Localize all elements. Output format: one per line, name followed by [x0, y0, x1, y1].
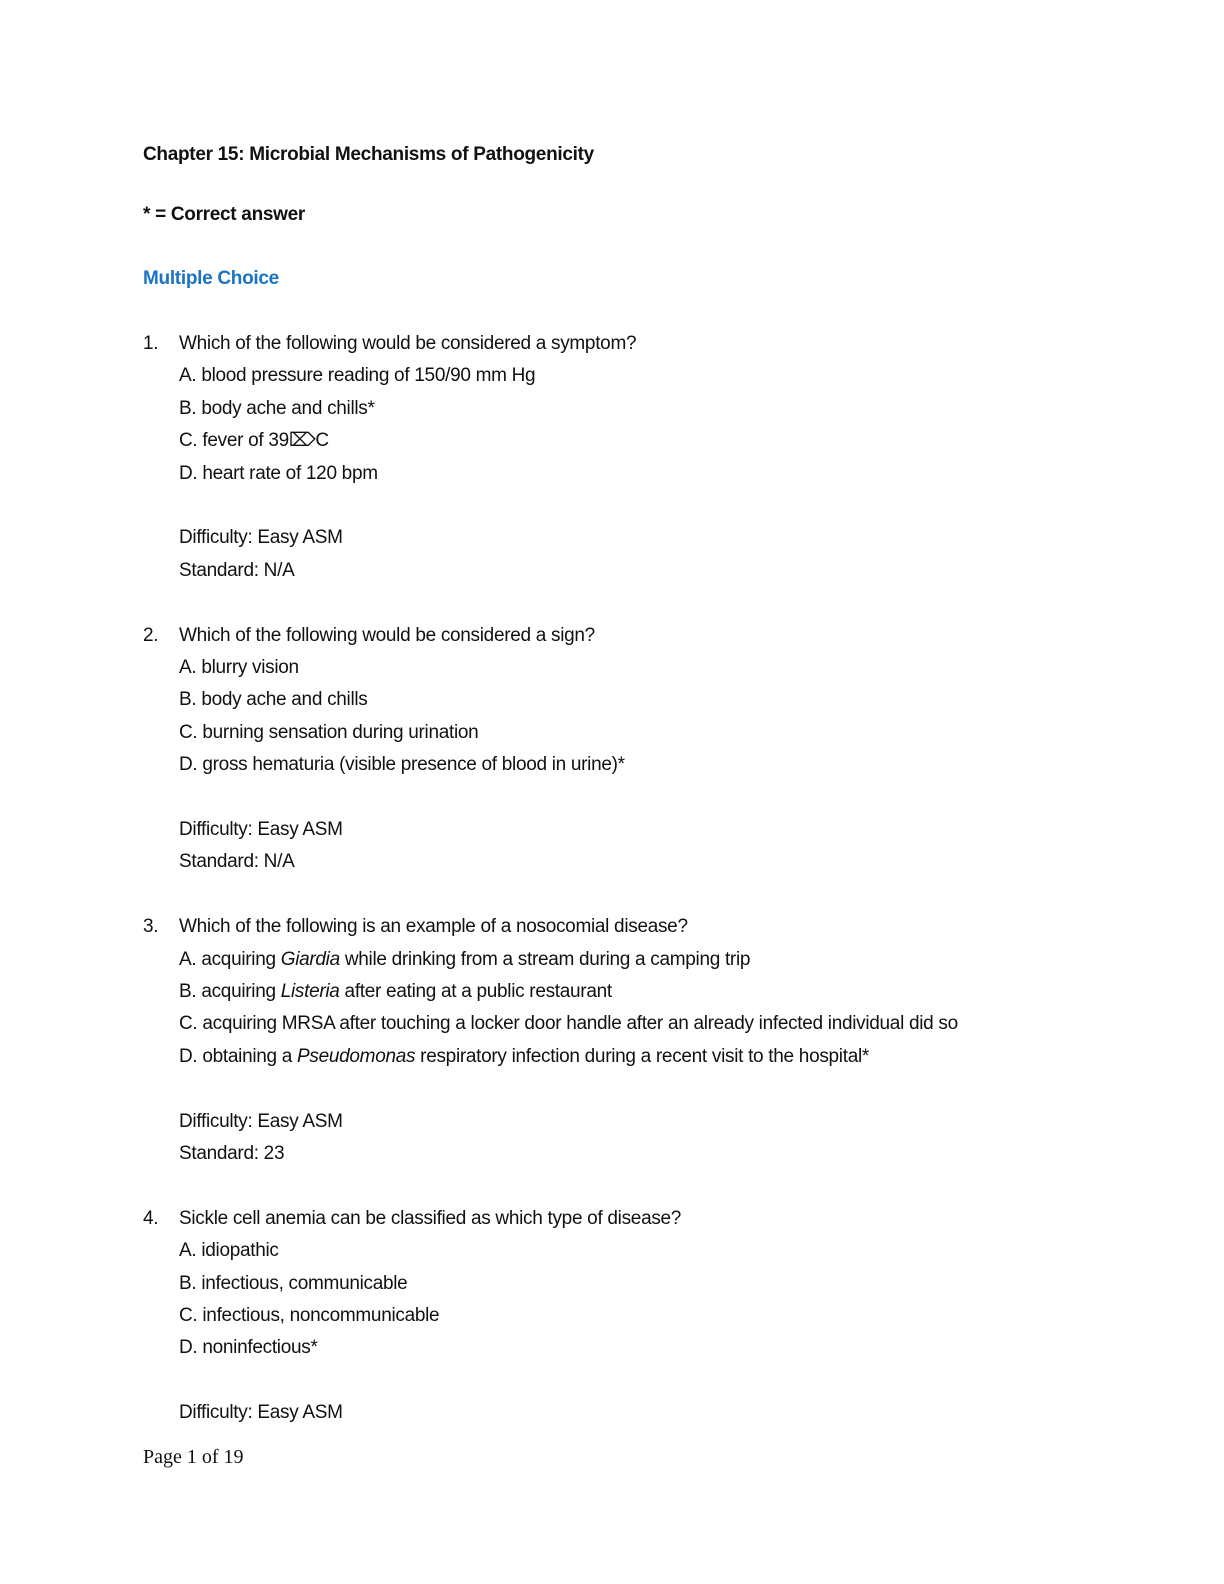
question-stem — [143, 915, 1143, 947]
answer-option — [143, 397, 1143, 429]
question-block — [143, 332, 1143, 591]
answer-option — [143, 753, 1143, 785]
option-text: respiratory infection during a recent visit to the hospital* — [415, 1045, 869, 1067]
answer-option — [143, 948, 1143, 980]
question-number: 1. — [143, 333, 159, 354]
question-block — [143, 915, 1143, 1174]
answer-option — [143, 688, 1143, 720]
question-stem — [143, 624, 1143, 656]
question-stem — [143, 1207, 1143, 1239]
page-number: Page 1 of 19 — [143, 1446, 244, 1468]
answer-option — [143, 462, 1143, 494]
question-text: Which of the following is an example of a nosocomial disease? — [179, 916, 688, 938]
answer-option — [143, 1045, 1143, 1077]
difficulty-label: Difficulty: Easy ASM — [179, 1110, 343, 1132]
section-heading: Multiple Choice — [143, 268, 279, 289]
option-text: A. blood pressure reading of 150/90 mm Hg — [179, 365, 536, 387]
answer-option — [143, 656, 1143, 688]
difficulty-label: Difficulty: Easy ASM — [179, 1402, 343, 1424]
standard-label: Standard: N/A — [179, 559, 295, 581]
option-text: C. acquiring MRSA after touching a locker door handle after an already infected individual did so — [179, 1013, 958, 1035]
difficulty-label: Difficulty: Easy ASM — [179, 818, 343, 840]
question-text: Which of the following would be considered a sign? — [179, 624, 595, 646]
option-organism-name: Pseudomonas — [297, 1045, 416, 1067]
answer-option — [143, 1272, 1143, 1304]
difficulty-label: Difficulty: Easy ASM — [179, 527, 343, 549]
answer-option — [143, 1239, 1143, 1271]
question-number: 4. — [143, 1207, 159, 1229]
option-text: C. infectious, noncommunicable — [179, 1305, 440, 1327]
answer-legend: * = Correct answer — [143, 204, 305, 225]
standard-label: Standard: 23 — [179, 1142, 285, 1164]
answer-option — [143, 364, 1143, 396]
option-text: B. body ache and chills* — [179, 397, 375, 419]
answer-option — [143, 721, 1143, 753]
option-text: D. gross hematuria (visible presence of blood in urine)* — [179, 754, 625, 776]
answer-option — [143, 1336, 1143, 1368]
answer-option — [143, 429, 1143, 461]
option-text: A. idiopathic — [179, 1240, 279, 1262]
question-number: 3. — [143, 916, 159, 938]
answer-option — [143, 1304, 1143, 1336]
answer-option — [143, 1012, 1143, 1044]
question-list — [143, 332, 1143, 1466]
option-text: D. noninfectious* — [179, 1337, 318, 1359]
option-text: C. burning sensation during urination — [179, 721, 479, 743]
option-text: D. obtaining a — [179, 1045, 298, 1067]
option-text: after eating at a public restaurant — [339, 981, 612, 1003]
answer-option — [143, 980, 1143, 1012]
question-block — [143, 1207, 1143, 1434]
option-organism-name: Giardia — [280, 948, 340, 970]
question-text: Which of the following would be considered a symptom? — [179, 333, 637, 354]
standard-label: Standard: N/A — [179, 851, 295, 873]
question-block — [143, 624, 1143, 883]
question-text: Sickle cell anemia can be classified as which type of disease? — [179, 1207, 682, 1229]
option-text: while drinking from a stream during a camping trip — [339, 948, 751, 970]
option-organism-name: Listeria — [280, 981, 340, 1003]
option-text: A. acquiring — [179, 948, 281, 970]
question-number: 2. — [143, 624, 159, 646]
option-text: D. heart rate of 120 bpm — [179, 462, 378, 484]
option-text: B. body ache and chills — [179, 689, 368, 711]
chapter-title: Chapter 15: Microbial Mechanisms of Pathogenicity — [143, 144, 594, 165]
option-text: C. fever of 39⌦C — [179, 430, 329, 452]
question-stem — [143, 332, 1143, 364]
option-text: B. infectious, communicable — [179, 1272, 408, 1294]
option-text: B. acquiring — [179, 981, 281, 1003]
option-text: A. blurry vision — [179, 657, 299, 679]
